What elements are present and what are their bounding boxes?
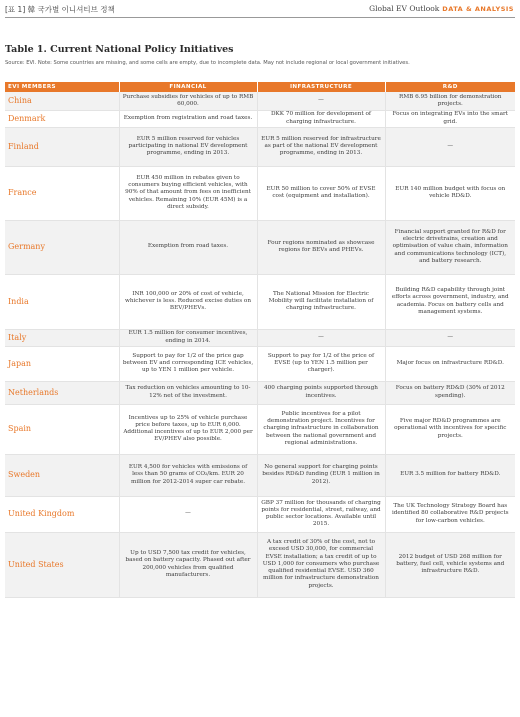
financial-cell: Exemption from registration and road taxes.	[119, 110, 257, 127]
financial-cell: Exemption from road taxes.	[119, 220, 257, 274]
financial-cell: EUR 1.5 million for consumer incentives, ending in 2014.	[119, 329, 257, 346]
infrastructure-cell: Public incentives for a pilot demonstration project. Incentives for charging infrastructure in collaboration between the national government and regional administrations.	[257, 404, 385, 454]
policy-table	[5, 82, 515, 598]
rd-cell: The UK Technology Strategy Board has identified 80 collaborative R&D projects for low-carbon vehicles.	[385, 496, 515, 532]
column-header-rd: R&D	[385, 82, 515, 92]
table-row	[5, 454, 515, 496]
table-title: Table 1. Current National Policy Initiatives	[5, 44, 234, 55]
financial-cell: Up to USD 7,500 tax credit for vehicles, based on battery capacity. Phased out after 200,000 vehicles from qualified manufacturers.	[119, 532, 257, 597]
infrastructure-cell: DKK 70 million for development of charging infrastructure.	[257, 110, 385, 127]
country-cell: France	[5, 166, 119, 220]
rd-cell: Five major RD&D programmes are operational with incentives for specific projects.	[385, 404, 515, 454]
financial-cell: Support to pay for 1/2 of the price gap between EV and corresponding ICE vehicles, up to YEN 1 million per vehicle.	[119, 346, 257, 381]
table-header-row	[5, 82, 515, 92]
financial-cell: Incentives up to 25% of vehicle purchase price before taxes, up to EUR 6,000. Additional incentives of up to EUR 2,000 per EV/PHEV also possible.	[119, 404, 257, 454]
financial-cell: Tax reduction on vehicles amounting to 10-12% net of the investment.	[119, 381, 257, 404]
country-cell: Italy	[5, 329, 119, 346]
table-row	[5, 220, 515, 274]
table-source-note: Source: EVI. Note: Some countries are missing, and some cells are empty, due to incomplete data. May not include regional or local government initiatives.	[5, 60, 410, 66]
country-cell: Finland	[5, 127, 119, 166]
infrastructure-cell: Four regions nominated as showcase regions for BEVs and PHEVs.	[257, 220, 385, 274]
header-divider	[5, 17, 515, 18]
financial-cell: —	[119, 496, 257, 532]
rd-cell: —	[385, 127, 515, 166]
country-cell: Spain	[5, 404, 119, 454]
country-cell: Denmark	[5, 110, 119, 127]
financial-cell: EUR 450 million in rebates given to consumers buying efficient vehicles, with 90% of that amount from fees on inefficient vehicles. Remaining 10% (EUR 45M) is a direct subsidy.	[119, 166, 257, 220]
infrastructure-cell: A tax credit of 30% of the cost, not to exceed USD 30,000, for commercial EVSE installation; a tax credit of up to USD 1,000 for consumers who purchase qualified residential EVSE. USD 360 million for infrastructure demonstration projects.	[257, 532, 385, 597]
table-row	[5, 274, 515, 329]
column-header-infrastructure: INFRASTRUCTURE	[257, 82, 385, 92]
financial-cell: Purchase subsidies for vehicles of up to RMB 60,000.	[119, 92, 257, 110]
table-body	[5, 92, 515, 597]
column-header-financial: FINANCIAL	[119, 82, 257, 92]
financial-cell: EUR 5 million reserved for vehicles participating in national EV development programme, ending in 2013.	[119, 127, 257, 166]
infrastructure-cell: No general support for charging points besides RD&D funding (EUR 1 million in 2012).	[257, 454, 385, 496]
section-label: DATA & ANALYSIS	[442, 5, 514, 13]
country-cell: Japan	[5, 346, 119, 381]
table-row	[5, 346, 515, 381]
country-cell: Sweden	[5, 454, 119, 496]
infrastructure-cell: The National Mission for Electric Mobility will facilitate installation of charging infrastructure.	[257, 274, 385, 329]
table-row	[5, 381, 515, 404]
country-cell: Germany	[5, 220, 119, 274]
rd-cell: EUR 140 million budget with focus on vehicle RD&D.	[385, 166, 515, 220]
country-cell: Netherlands	[5, 381, 119, 404]
rd-cell: Major focus on infrastructure RD&D.	[385, 346, 515, 381]
financial-cell: INR 100,000 or 20% of cost of vehicle, whichever is less. Reduced excise duties on BEV/PHEVs.	[119, 274, 257, 329]
country-cell: India	[5, 274, 119, 329]
publication-title	[369, 4, 514, 13]
rd-cell: 2012 budget of USD 268 million for battery, fuel cell, vehicle systems and infrastructure R&D.	[385, 532, 515, 597]
infrastructure-cell: 400 charging points supported through incentives.	[257, 381, 385, 404]
rd-cell: Focus on integrating EVs into the smart grid.	[385, 110, 515, 127]
infrastructure-cell: —	[257, 92, 385, 110]
publication-name: Global EV Outlook	[369, 4, 440, 13]
rd-cell: —	[385, 329, 515, 346]
table-row	[5, 404, 515, 454]
table-row	[5, 92, 515, 110]
rd-cell: RMB 6.95 billion for demonstration projects.	[385, 92, 515, 110]
rd-cell: Financial support granted for R&D for electric drivetrains, creation and optimisation of value chain, information and communications technology (ICT), and battery research.	[385, 220, 515, 274]
country-cell: China	[5, 92, 119, 110]
column-header-members: EVI MEMBERS	[5, 82, 119, 92]
table-row	[5, 496, 515, 532]
table-row	[5, 532, 515, 597]
infrastructure-cell: GBP 37 million for thousands of charging points for residential, street, railway, and public sector locations. Available until 2015.	[257, 496, 385, 532]
table-row	[5, 329, 515, 346]
country-cell: United Kingdom	[5, 496, 119, 532]
table-row	[5, 127, 515, 166]
infrastructure-cell: EUR 50 million to cover 50% of EVSE cost (equipment and installation).	[257, 166, 385, 220]
rd-cell: Focus on battery RD&D (30% of 2012 spending).	[385, 381, 515, 404]
infrastructure-cell: Support to pay for 1/2 of the price of EVSE (up to YEN 1.5 million per charger).	[257, 346, 385, 381]
rd-cell: EUR 3.5 million for battery RD&D.	[385, 454, 515, 496]
table-row	[5, 110, 515, 127]
rd-cell: Building R&D capability through joint efforts across government, industry, and academia. Focus on battery cells and management systems.	[385, 274, 515, 329]
page-header	[0, 0, 520, 18]
table-row	[5, 166, 515, 220]
infrastructure-cell: —	[257, 329, 385, 346]
korean-figure-label: [표 1] 韓 국가별 이니셔티브 정책	[5, 5, 115, 14]
country-cell: United States	[5, 532, 119, 597]
financial-cell: EUR 4,500 for vehicles with emissions of less than 50 grams of CO₂/km. EUR 20 million for 2012-2014 super car rebate.	[119, 454, 257, 496]
infrastructure-cell: EUR 5 million reserved for infrastructure as part of the national EV development programme, ending in 2013.	[257, 127, 385, 166]
